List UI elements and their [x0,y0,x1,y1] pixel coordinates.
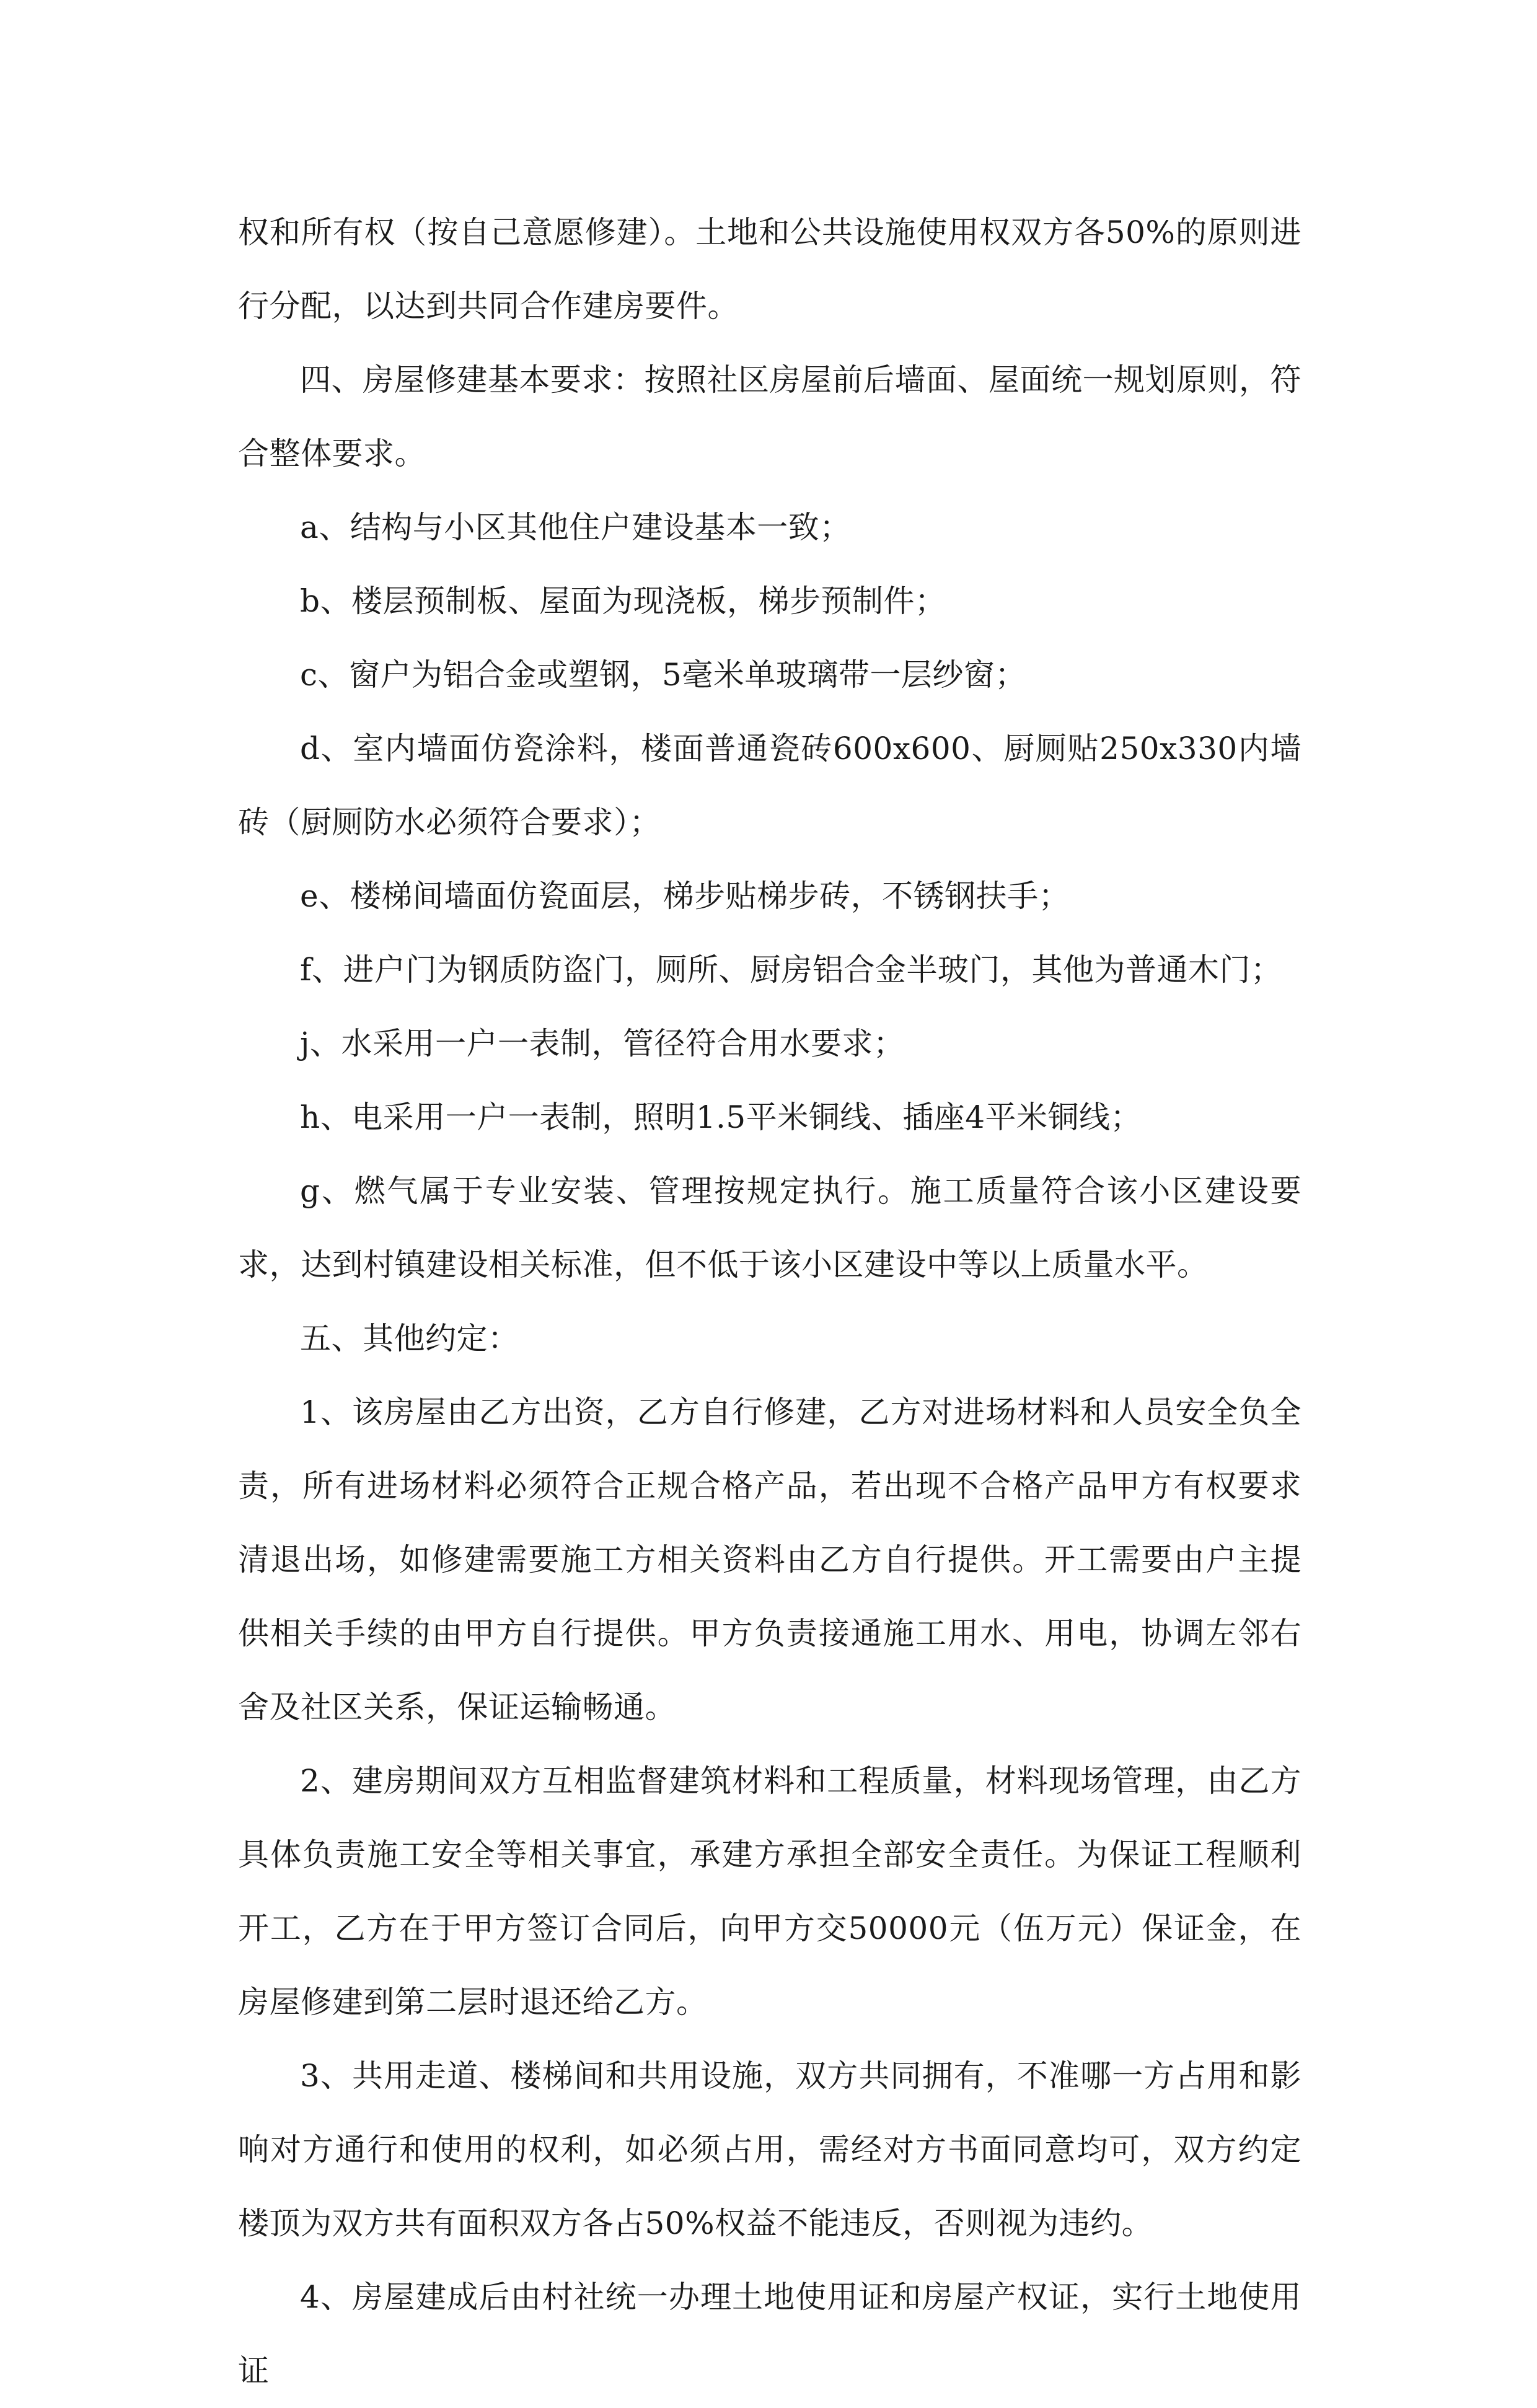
paragraph-16: 4、房屋建成后由村社统一办理土地使用证和房屋产权证，实行土地使用证 [238,2279,1301,2389]
document-body [238,196,1301,2408]
paragraph-14: 2、建房期间双方互相监督建筑材料和工程质量，材料现场管理，由乙方具体负责施工安全等相关事宜，承建方承担全部安全责任。为保证工程顺利开工，乙方在于甲方签订合同后，向甲方交50000元（伍万元）保证金，在房屋修建到第二层时退还给乙方。 [238,1763,1301,2020]
paragraph-11: g、燃气属于专业安装、管理按规定执行。施工质量符合该小区建设要求，达到村镇建设相关标准，但不低于该小区建设中等以上质量水平。 [238,1173,1301,1283]
paragraph-6: d、室内墙面仿瓷涂料，楼面普通瓷砖600x600、厨厕贴250x330内墙砖（厨厕防水必须符合要求）； [238,731,1301,840]
paragraph-2: 四、房屋修建基本要求：按照社区房屋前后墙面、屋面统一规划原则，符合整体要求。 [238,362,1301,472]
paragraph-12: 五、其他约定： [300,1320,519,1356]
paragraph-13: 1、该房屋由乙方出资，乙方自行修建，乙方对进场材料和人员安全负全责，所有进场材料必须符合正规合格产品，若出现不合格产品甲方有权要求清退出场，如修建需要施工方相关资料由乙方自行提供。开工需要由户主提供相关手续的由甲方自行提供。甲方负责接通施工用水、用电，协调左邻右舍及社区关系，保证运输畅通。 [238,1394,1301,1725]
paragraph-10: h、电采用一户一表制，照明1.5平米铜线、插座4平米铜线； [300,1099,1142,1135]
paragraph-8: f、进户门为钢质防盗门，厕所、厨房铝合金半玻门，其他为普通木门； [300,952,1282,988]
paragraph-15: 3、共用走道、楼梯间和共用设施，双方共同拥有，不准哪一方占用和影响对方通行和使用的权利，如必须占用，需经对方书面同意均可，双方约定楼顶为双方共有面积双方各占50%权益不能违反，否则视为违约。 [238,2058,1301,2241]
paragraph-9: j、水采用一户一表制，管径符合用水要求； [300,1026,905,1061]
paragraph-7: e、楼梯间墙面仿瓷面层，梯步贴梯步砖，不锈钢扶手； [300,878,1070,914]
paragraph-4: b、楼层预制板、屋面为现浇板，梯步预制件； [300,583,946,619]
paragraph-5: c、窗户为铝合金或塑钢，5毫米单玻璃带一层纱窗； [300,657,1026,693]
paragraph-1: 权和所有权（按自己意愿修建）。土地和公共设施使用权双方各50%的原则进行分配，以达到共同合作建房要件。 [238,214,1301,324]
paragraph-3: a、结构与小区其他住户建设基本一致； [300,509,851,545]
